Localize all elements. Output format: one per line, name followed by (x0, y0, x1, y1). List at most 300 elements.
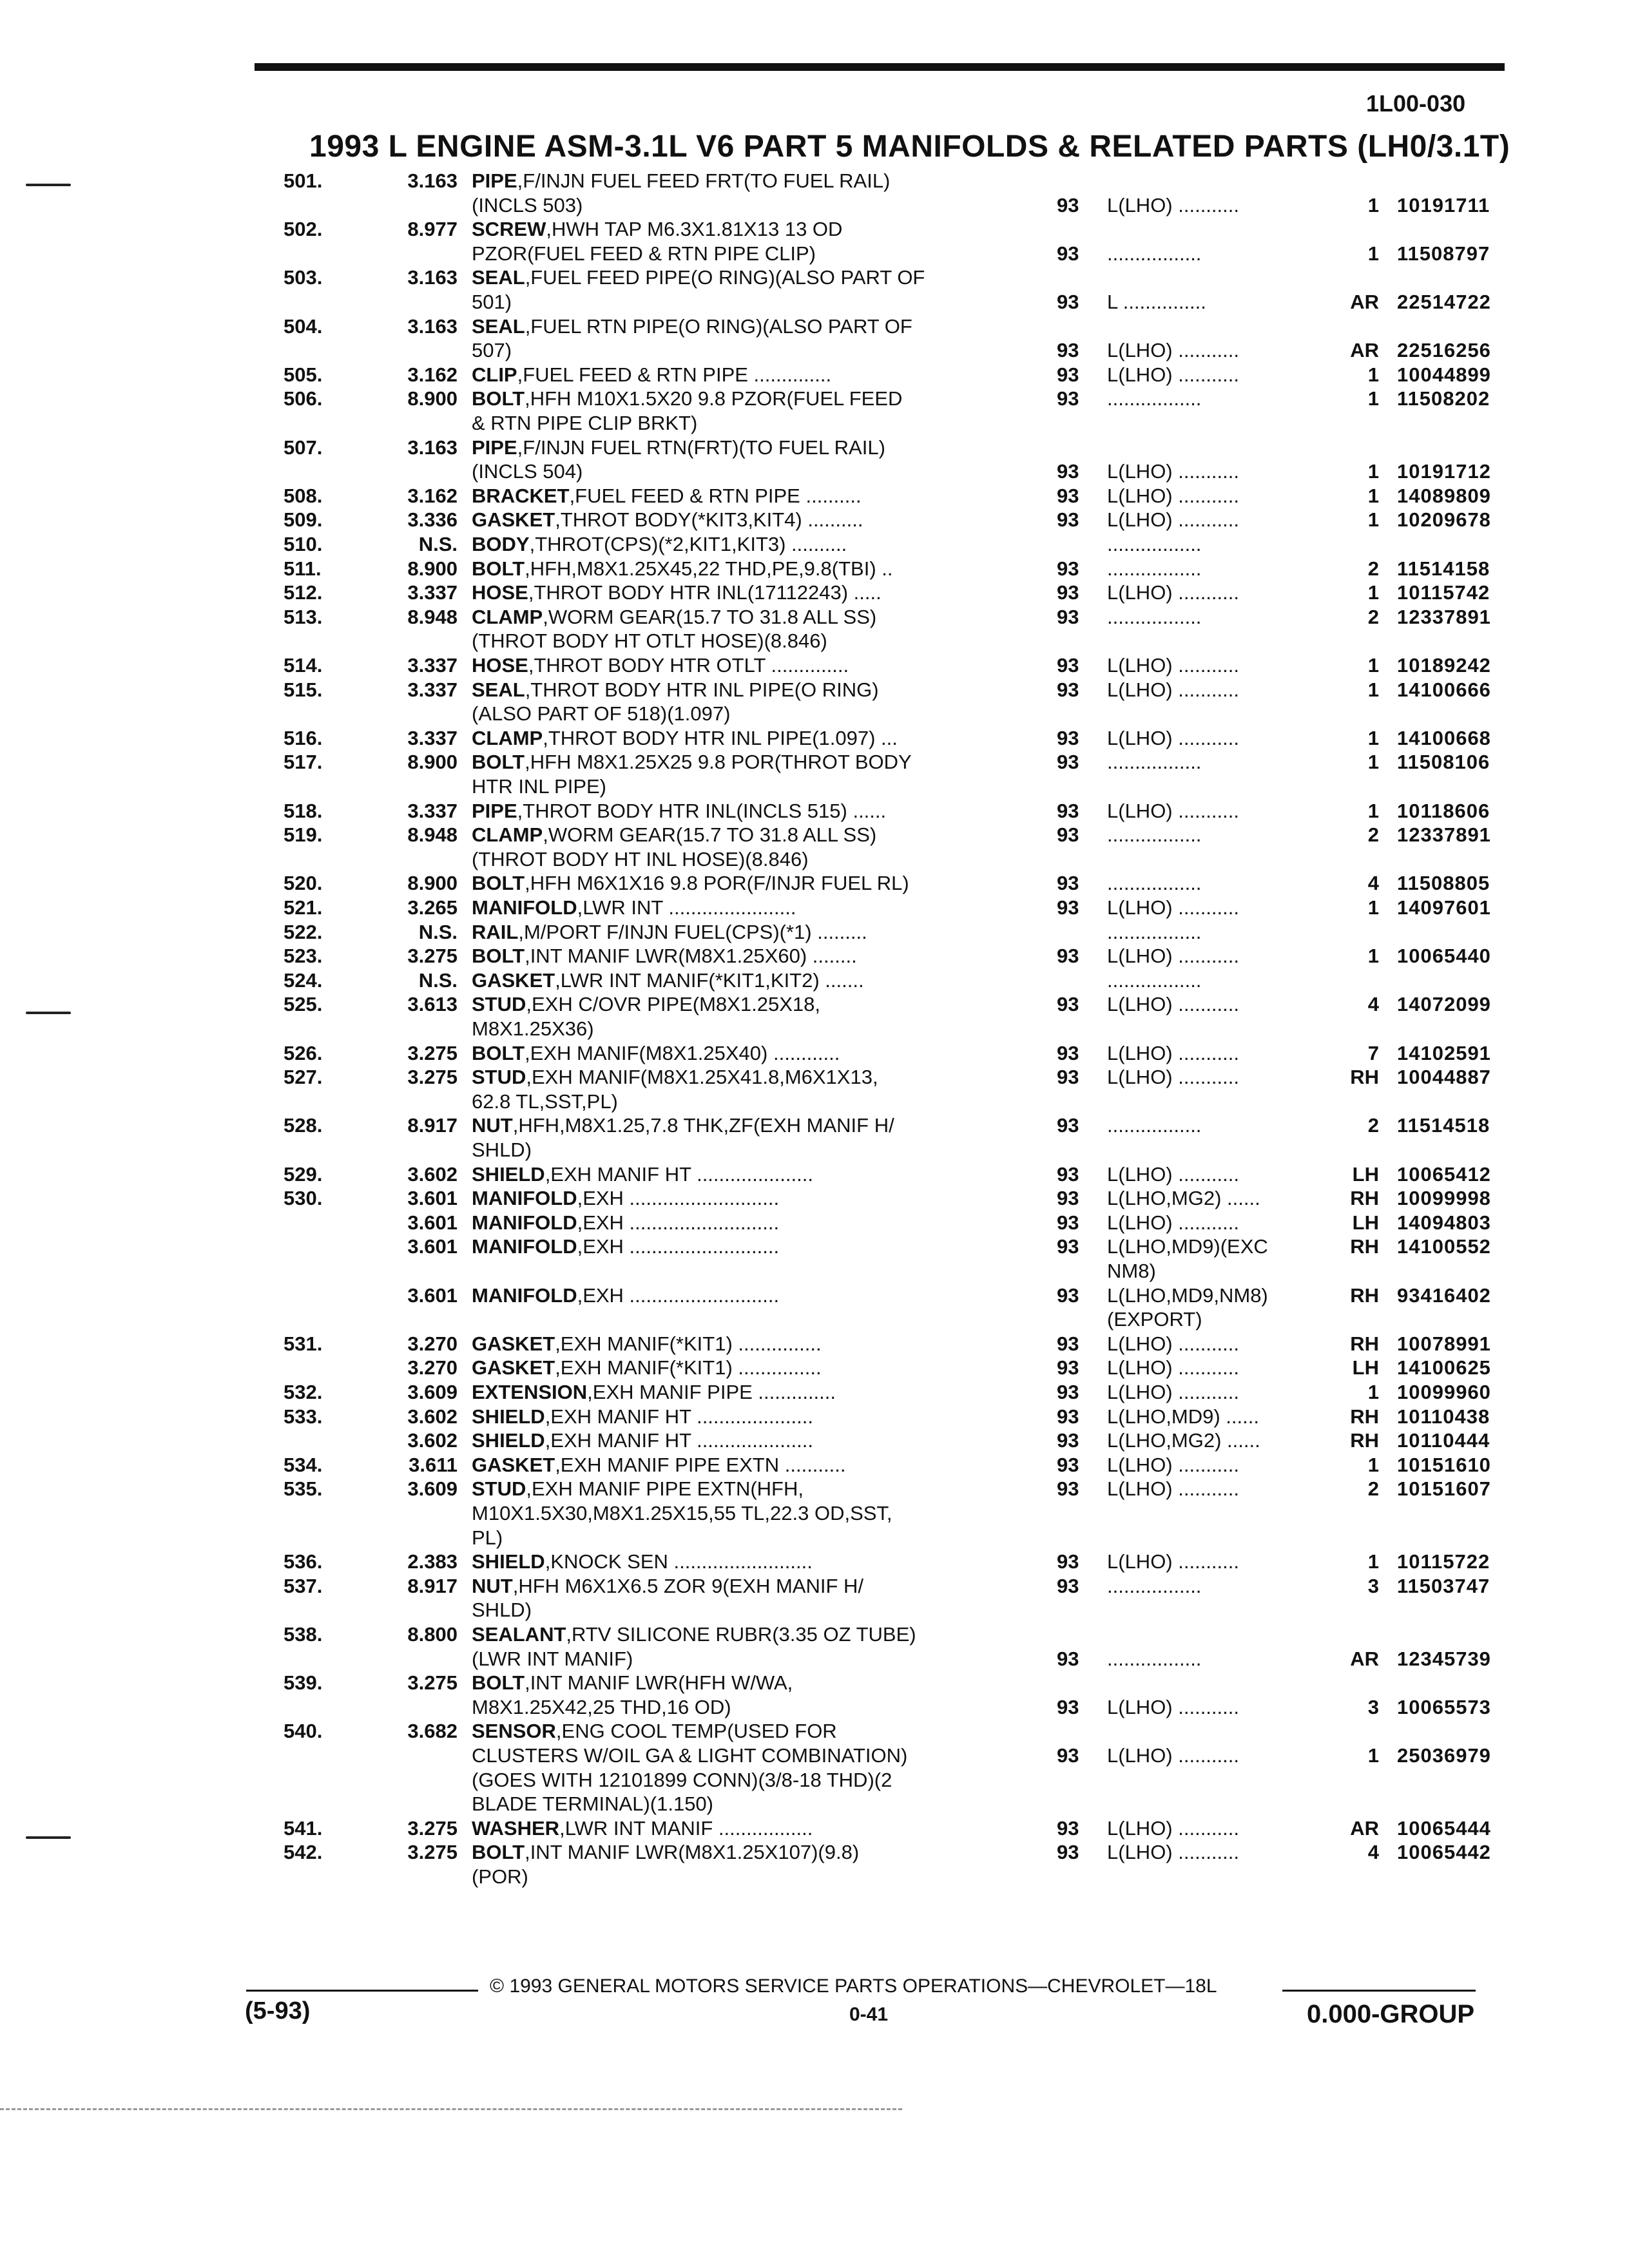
part-number: 12345739 (1397, 1647, 1491, 1670)
part-description (472, 1090, 1000, 1113)
part-description (472, 847, 1000, 871)
engine-code: ................. (1107, 823, 1202, 847)
part-description (472, 290, 1000, 314)
part-description (472, 436, 1000, 459)
engine-code: ................. (1107, 1574, 1202, 1597)
part-detail: ,EXH MANIF(*KIT1) ............... (555, 1332, 822, 1355)
model-year: 93 (1057, 484, 1079, 507)
item-number: 514. (284, 654, 323, 677)
group-number: 3.337 (407, 726, 458, 749)
model-year: 93 (1057, 460, 1079, 483)
part-number: 10065573 (1397, 1695, 1491, 1718)
engine-code: ................. (1107, 968, 1202, 992)
group-number: 3.275 (407, 1671, 458, 1695)
quantity: AR (1350, 339, 1379, 362)
quantity: 1 (1367, 242, 1379, 265)
part-detail: ,LWR INT MANIF(*KIT1,KIT2) ....... (555, 968, 864, 992)
part-description (472, 265, 1000, 289)
part-name: STUD (472, 993, 526, 1016)
table-row (0, 508, 1629, 532)
part-name: BOLT (472, 945, 525, 968)
page-title: 1993 L ENGINE ASM-3.1L V6 PART 5 MANIFOLDS & RELATED PARTS (LH0/3.1T) (309, 130, 1510, 164)
model-year: 93 (1057, 1235, 1079, 1258)
table-row (0, 1380, 1629, 1405)
quantity: LH (1352, 1211, 1379, 1234)
engine-code: ................. (1107, 1114, 1202, 1137)
table-row (0, 1840, 1629, 1865)
part-detail: (GOES WITH 12101899 CONN)(3/8-18 THD)(2 (472, 1768, 892, 1791)
engine-code: L(LHO) ........... (1107, 193, 1239, 216)
part-description (472, 726, 1000, 750)
part-detail: ,EXH ........................... (577, 1211, 780, 1234)
item-number: 501. (284, 169, 323, 192)
engine-code: L(LHO) ........... (1107, 1332, 1239, 1355)
part-number: 10118606 (1397, 799, 1490, 822)
group-number: 3.270 (407, 1332, 458, 1355)
item-number: 533. (284, 1405, 323, 1428)
model-year: 93 (1057, 1187, 1079, 1210)
part-detail: (LWR INT MANIF) (472, 1647, 633, 1670)
model-year: 93 (1057, 1114, 1079, 1137)
part-description (472, 1017, 1000, 1041)
part-detail: ,ENG COOL TEMP(USED FOR (555, 1720, 837, 1743)
model-year: 93 (1057, 1429, 1079, 1452)
part-description (472, 1695, 1000, 1719)
item-number: 512. (284, 581, 323, 604)
table-row (0, 387, 1629, 411)
scan-edge-line (0, 2108, 902, 2110)
part-name: SEALANT (472, 1623, 566, 1646)
engine-code: L(LHO) ........... (1107, 678, 1239, 701)
part-number: 10115742 (1397, 581, 1490, 604)
part-number: 10115722 (1397, 1550, 1490, 1573)
group-number: 3.270 (407, 1356, 458, 1379)
quantity: RH (1350, 1187, 1379, 1210)
part-number: 22516256 (1397, 339, 1491, 362)
quantity: 7 (1367, 1041, 1379, 1064)
model-year: 93 (1057, 387, 1079, 410)
table-row (0, 1332, 1629, 1356)
model-year: 93 (1057, 1574, 1079, 1597)
part-number: 10065412 (1397, 1162, 1491, 1186)
quantity: RH (1350, 1283, 1379, 1307)
engine-code: L(LHO) ........... (1107, 460, 1239, 483)
part-description (472, 1526, 1000, 1550)
model-year: 93 (1057, 751, 1079, 774)
part-number: 10044899 (1397, 363, 1491, 386)
part-description (472, 459, 1000, 483)
part-description (472, 702, 1000, 726)
part-number: 10151610 (1397, 1453, 1491, 1476)
group-number: 3.602 (407, 1405, 458, 1428)
part-name: BOLT (472, 387, 525, 410)
part-description (472, 799, 1000, 823)
table-row (0, 678, 1629, 702)
part-name: CLAMP (472, 726, 543, 749)
part-description (472, 1113, 1000, 1137)
engine-code: L(LHO) ........... (1107, 484, 1239, 507)
part-name: BOLT (472, 872, 525, 895)
group-number: 3.337 (407, 799, 458, 822)
group-number: 8.917 (407, 1574, 458, 1597)
part-description (472, 193, 1000, 217)
part-detail: ,EXH ........................... (577, 1283, 780, 1307)
part-name: GASKET (472, 508, 555, 532)
model-year: 93 (1057, 726, 1079, 749)
quantity: RH (1350, 1066, 1379, 1089)
part-description (472, 605, 1000, 629)
quantity: 1 (1367, 1381, 1379, 1403)
part-detail: ,EXH MANIF HT ..................... (545, 1429, 813, 1452)
quantity: 1 (1367, 193, 1379, 216)
item-number: 520. (284, 872, 323, 895)
part-name: SHIELD (472, 1550, 545, 1573)
model-year: 93 (1057, 1647, 1079, 1670)
engine-code: L(LHO,MD9) ...... (1107, 1405, 1259, 1428)
table-row (0, 1695, 1629, 1720)
part-detail: 501) (472, 291, 512, 313)
item-number: 530. (284, 1187, 323, 1210)
part-name: MANIFOLD (472, 1283, 577, 1307)
table-row (0, 1113, 1629, 1138)
quantity: 1 (1367, 1744, 1379, 1767)
model-year: 93 (1057, 1477, 1079, 1501)
table-row (0, 314, 1629, 339)
part-name: PIPE (472, 436, 517, 459)
table-row (0, 774, 1629, 799)
part-description (472, 653, 1000, 677)
model-year: 93 (1057, 1381, 1079, 1403)
part-detail: ,HFH M6X1X6.5 ZOR 9(EXH MANIF H/ (512, 1574, 864, 1597)
footer-page-number: 0-41 (849, 2004, 889, 2025)
part-number: 10099998 (1397, 1187, 1491, 1210)
part-name: EXTENSION (472, 1381, 588, 1403)
engine-code: L(LHO) ........... (1107, 339, 1239, 362)
table-row (0, 1550, 1629, 1574)
table-row (0, 992, 1629, 1017)
engine-code: L(LHO) ........... (1107, 945, 1239, 968)
part-number: 10191711 (1397, 193, 1490, 216)
engine-code: L(LHO,MD9,NM8) (1107, 1283, 1268, 1307)
item-number: 504. (284, 314, 323, 338)
item-number: 513. (284, 605, 323, 628)
engine-code: L(LHO) ........... (1107, 1695, 1239, 1718)
model-year: 93 (1057, 823, 1079, 847)
model-year: 93 (1057, 872, 1079, 895)
part-description (472, 363, 1000, 387)
group-number: 3.602 (407, 1162, 458, 1186)
part-number: 14072099 (1397, 993, 1491, 1016)
part-description (472, 242, 1000, 265)
part-detail: ,EXH C/OVR PIPE(M8X1.25X18, (526, 993, 820, 1016)
table-row (0, 871, 1629, 896)
part-number: 10151607 (1397, 1477, 1491, 1501)
part-description (472, 992, 1000, 1016)
footer-date: (5-93) (245, 1997, 311, 2024)
footer-rule-left (246, 1990, 478, 1992)
part-detail: ,M/PORT F/INJN FUEL(CPS)(*1) ......... (518, 920, 867, 943)
part-description (472, 1186, 1000, 1210)
group-number: N.S. (418, 533, 458, 555)
part-description (472, 1840, 1000, 1864)
part-description (472, 411, 1000, 435)
quantity: AR (1350, 291, 1379, 313)
quantity: 2 (1367, 823, 1379, 847)
group-number: 3.162 (407, 484, 458, 507)
table-row (0, 1186, 1629, 1211)
part-description (472, 1380, 1000, 1404)
table-row (0, 459, 1629, 484)
part-number: 10078991 (1397, 1332, 1491, 1355)
part-detail: ,HFH,M8X1.25,7.8 THK,ZF(EXH MANIF H/ (512, 1114, 894, 1137)
part-name: BOLT (472, 557, 525, 580)
part-description (472, 920, 1000, 944)
part-name: SEAL (472, 678, 525, 701)
engine-code: L(LHO) ........... (1107, 1066, 1239, 1089)
table-row (0, 653, 1629, 678)
part-detail: ,HFH M6X1X16 9.8 POR(F/INJR FUEL RL) (525, 872, 909, 895)
table-row (0, 581, 1629, 605)
item-number: 507. (284, 436, 323, 459)
part-description (472, 217, 1000, 241)
engine-code: L(LHO) ........... (1107, 508, 1239, 532)
model-year: 93 (1057, 1041, 1079, 1064)
part-description (472, 944, 1000, 968)
engine-code: L(LHO) ........... (1107, 1162, 1239, 1186)
quantity: 1 (1367, 363, 1379, 386)
part-name: GASKET (472, 1453, 555, 1476)
part-description (472, 1477, 1000, 1501)
table-row (0, 1041, 1629, 1066)
table-row (0, 1501, 1629, 1526)
table-row (0, 1526, 1629, 1550)
part-name: BOLT (472, 751, 525, 774)
group-number: 3.163 (407, 266, 458, 289)
group-number: 2.383 (407, 1550, 458, 1573)
part-detail: ,INT MANIF LWR(HFH W/WA, (525, 1671, 793, 1695)
engine-code: L(LHO) ........... (1107, 1453, 1239, 1476)
part-description (472, 1647, 1000, 1671)
part-detail: ,F/INJN FUEL RTN(FRT)(TO FUEL RAIL) (517, 436, 885, 459)
table-row (0, 1211, 1629, 1235)
item-number: 522. (284, 920, 323, 943)
model-year: 93 (1057, 1211, 1079, 1234)
part-name: NUT (472, 1114, 513, 1137)
part-description (472, 1235, 1000, 1258)
model-year: 93 (1057, 1066, 1079, 1089)
part-detail: ,FUEL FEED PIPE(O RING)(ALSO PART OF (525, 266, 925, 289)
group-number: N.S. (418, 920, 458, 943)
part-name: MANIFOLD (472, 896, 577, 919)
part-number: 12337891 (1397, 823, 1491, 847)
part-name: SENSOR (472, 1720, 556, 1743)
part-description (472, 1598, 1000, 1622)
part-description (472, 1719, 1000, 1743)
part-name: PIPE (472, 799, 517, 822)
item-number: 539. (284, 1671, 323, 1695)
item-number: 526. (284, 1041, 323, 1064)
engine-code: L(LHO) ........... (1107, 1381, 1239, 1403)
model-year: 93 (1057, 339, 1079, 362)
part-detail: ,FUEL FEED & RTN PIPE .............. (517, 363, 832, 386)
engine-code: L(LHO) ........... (1107, 1550, 1239, 1573)
group-number: 3.163 (407, 436, 458, 459)
group-number: 3.337 (407, 654, 458, 677)
table-row (0, 1138, 1629, 1162)
part-detail: 507) (472, 339, 512, 362)
model-year: 93 (1057, 1744, 1079, 1767)
engine-code: ................. (1107, 557, 1202, 580)
group-number: 3.609 (407, 1381, 458, 1403)
part-number: 12337891 (1397, 605, 1491, 628)
quantity: 4 (1367, 1841, 1379, 1864)
part-name: BOLT (472, 1841, 525, 1864)
part-name: CLAMP (472, 823, 543, 847)
part-detail: ,EXH MANIF PIPE EXTN ........... (555, 1453, 846, 1476)
model-year: 93 (1057, 896, 1079, 919)
quantity: 1 (1367, 484, 1379, 507)
part-number: 10189242 (1397, 654, 1491, 677)
quantity: AR (1350, 1816, 1379, 1840)
part-description (472, 1211, 1000, 1235)
part-description (472, 1622, 1000, 1646)
item-number: 541. (284, 1816, 323, 1840)
engine-code: ................. (1107, 920, 1202, 943)
table-row (0, 1768, 1629, 1792)
part-description (472, 1356, 1000, 1379)
item-number: 518. (284, 799, 323, 822)
group-number: 8.977 (407, 218, 458, 241)
table-row (0, 1356, 1629, 1380)
part-number: 10110444 (1397, 1429, 1490, 1452)
engine-code: L(LHO,MG2) ...... (1107, 1429, 1260, 1452)
table-row (0, 193, 1629, 218)
engine-code: L(LHO) ........... (1107, 1744, 1239, 1767)
item-number: 521. (284, 896, 323, 919)
part-detail: ,KNOCK SEN ......................... (545, 1550, 813, 1573)
engine-code: L(LHO) ........... (1107, 1841, 1239, 1864)
quantity: 1 (1367, 581, 1379, 604)
table-row (0, 1744, 1629, 1768)
engine-code: ................. (1107, 751, 1202, 774)
model-year: 93 (1057, 799, 1079, 822)
model-year: 93 (1057, 1816, 1079, 1840)
group-number: 3.275 (407, 1041, 458, 1064)
quantity: 1 (1367, 654, 1379, 677)
part-detail: ,THROT(CPS)(*2,KIT1,KIT3) .......... (529, 533, 847, 555)
part-description (472, 871, 1000, 895)
model-year: 93 (1057, 363, 1079, 386)
engine-code: L(LHO,MG2) ...... (1107, 1187, 1260, 1210)
part-number: 10044887 (1397, 1066, 1491, 1089)
part-detail: SHLD) (472, 1139, 532, 1161)
part-description (472, 1041, 1000, 1065)
item-number: 510. (284, 533, 323, 555)
quantity: 1 (1367, 799, 1379, 822)
table-row (0, 944, 1629, 968)
part-detail: ,EXH MANIF HT ..................... (545, 1405, 813, 1428)
quantity: 1 (1367, 945, 1379, 968)
model-year: 93 (1057, 557, 1079, 580)
table-row (0, 1453, 1629, 1477)
part-number: 10110438 (1397, 1405, 1490, 1428)
part-number: 11508797 (1397, 242, 1490, 265)
table-row (0, 217, 1629, 242)
group-number: 3.613 (407, 993, 458, 1016)
table-row (0, 1405, 1629, 1429)
part-name: CLIP (472, 363, 517, 386)
part-detail: ,THROT BODY HTR INL(17112243) ..... (528, 581, 882, 604)
item-number: 516. (284, 726, 323, 749)
group-number: 3.336 (407, 508, 458, 532)
quantity: RH (1350, 1405, 1379, 1428)
engine-code: L(LHO) ........... (1107, 993, 1239, 1016)
table-row (0, 363, 1629, 387)
footer-group: 0.000-GROUP (1307, 2000, 1475, 2028)
part-name: SHIELD (472, 1405, 545, 1428)
footer-rule-right (1282, 1990, 1476, 1992)
part-detail: HTR INL PIPE) (472, 775, 606, 798)
group-number: 8.917 (407, 1114, 458, 1137)
group-number: 8.900 (407, 557, 458, 580)
group-number: 3.609 (407, 1477, 458, 1501)
item-number: 511. (284, 557, 322, 580)
part-description (472, 1453, 1000, 1477)
part-detail: ,EXH MANIF(M8X1.25X41.8,M6X1X13, (526, 1066, 878, 1089)
model-year: 93 (1057, 1695, 1079, 1718)
item-number: 517. (284, 751, 323, 774)
part-name: BOLT (472, 1671, 525, 1695)
quantity: 2 (1367, 557, 1379, 580)
table-row (0, 242, 1629, 266)
item-number: 537. (284, 1574, 323, 1597)
part-number: 11508805 (1397, 872, 1490, 895)
part-detail: (THROT BODY HT OTLT HOSE)(8.846) (472, 629, 827, 653)
part-detail: ,EXH ........................... (577, 1235, 780, 1258)
item-number: 503. (284, 266, 323, 289)
part-name: BODY (472, 533, 530, 555)
table-row (0, 290, 1629, 314)
part-detail: ,INT MANIF LWR(M8X1.25X60) ........ (525, 945, 857, 968)
model-year: 93 (1057, 1283, 1079, 1307)
engine-code: L(LHO) ........... (1107, 1816, 1239, 1840)
table-row (0, 1162, 1629, 1187)
item-number: 536. (284, 1550, 323, 1573)
item-number: 531. (284, 1332, 323, 1355)
part-name: HOSE (472, 581, 528, 604)
item-number: 505. (284, 363, 323, 386)
group-number: 3.682 (407, 1720, 458, 1743)
item-number: 506. (284, 387, 323, 410)
part-detail: ,EXH ........................... (577, 1187, 780, 1210)
part-name: RAIL (472, 920, 519, 943)
part-detail: ,THROT BODY HTR OTLT .............. (528, 654, 849, 677)
part-number: 10065440 (1397, 945, 1491, 968)
part-number: 11508106 (1397, 751, 1490, 774)
part-name: STUD (472, 1066, 526, 1089)
table-row (0, 1671, 1629, 1695)
part-description (472, 1816, 1000, 1840)
quantity: 2 (1367, 1114, 1379, 1137)
engine-code: L ............... (1107, 291, 1206, 313)
part-number: 14102591 (1397, 1041, 1491, 1064)
model-year: 93 (1057, 945, 1079, 968)
page-id: 1L00-030 (1366, 90, 1466, 117)
part-detail: CLUSTERS W/OIL GA & LIGHT COMBINATION) (472, 1744, 908, 1767)
part-detail: (THROT BODY HT INL HOSE)(8.846) (472, 847, 809, 870)
part-detail: BLADE TERMINAL)(1.150) (472, 1792, 713, 1816)
part-name: WASHER (472, 1816, 560, 1840)
